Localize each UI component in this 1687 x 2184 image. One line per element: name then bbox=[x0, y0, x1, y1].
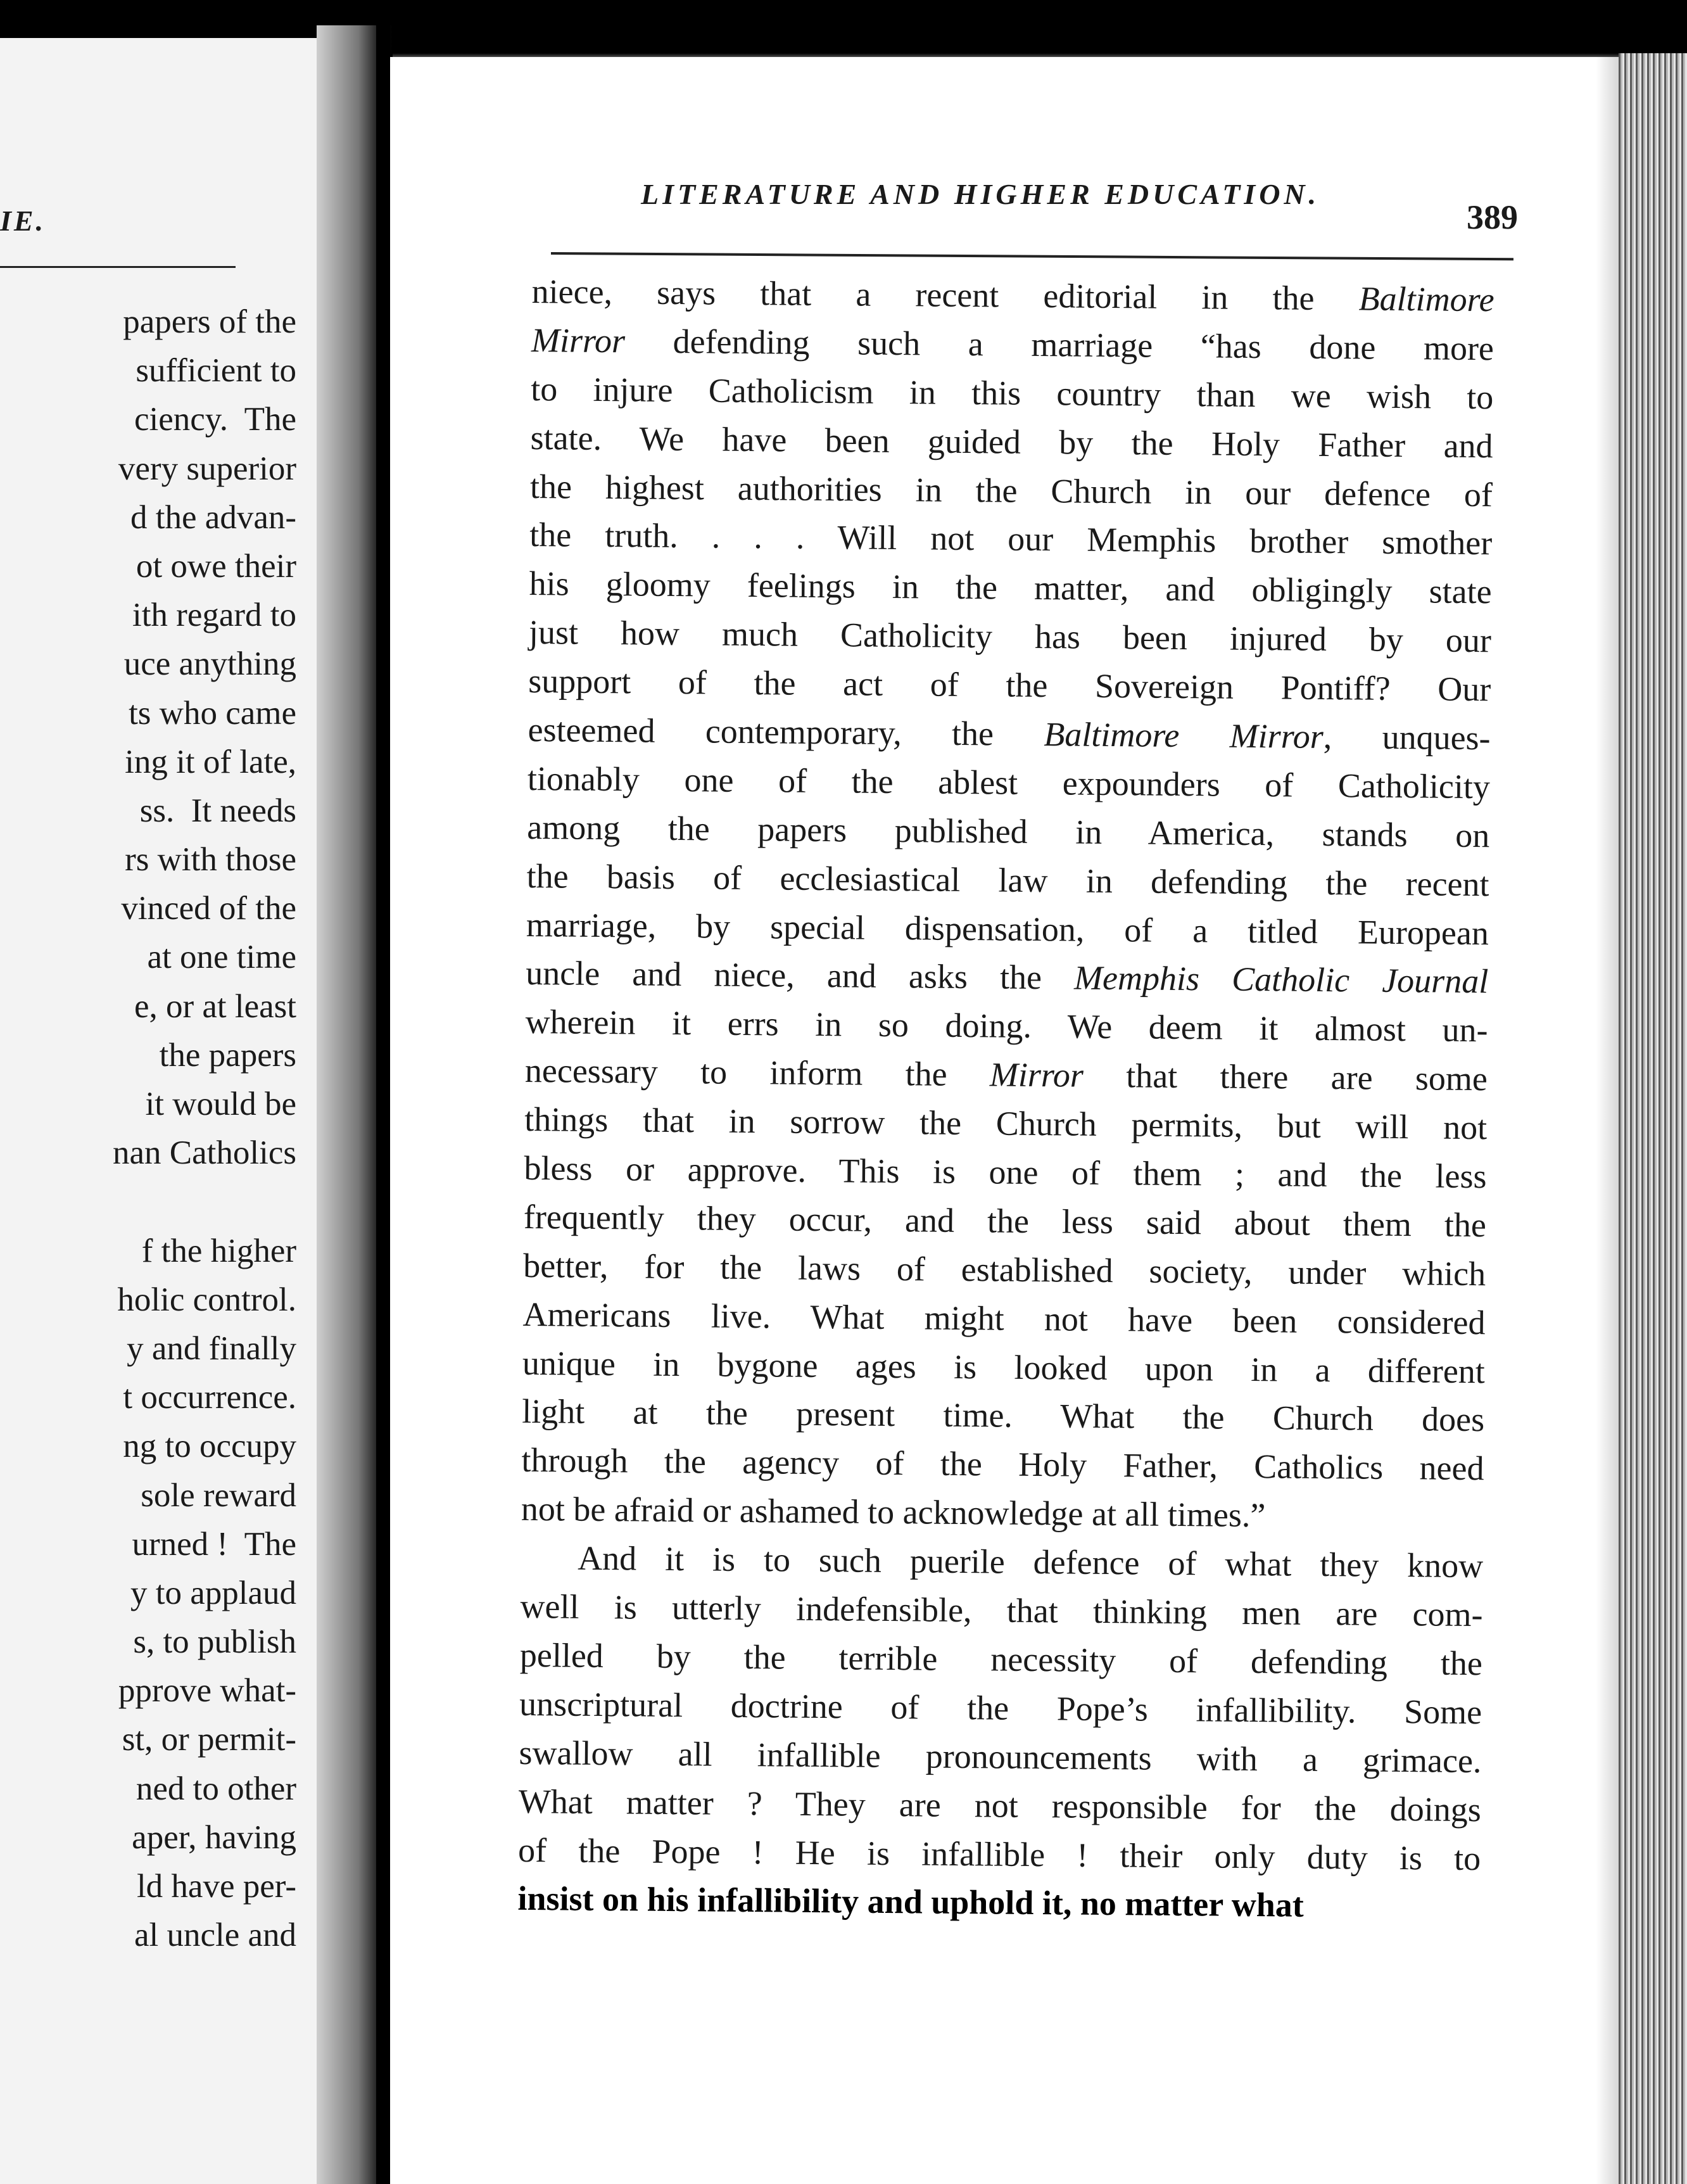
text-line: insist on his infallibility and uphold it, no matter what bbox=[517, 1879, 1305, 1925]
page-number: 389 bbox=[1467, 198, 1518, 236]
text-line: of the Pope ! He is infallible ! their only duty is to bbox=[517, 1831, 1481, 1877]
text-line: support of the act of the Sovereign Pontiff? Our bbox=[528, 662, 1491, 709]
left-text-line: ng to occupy bbox=[123, 1428, 296, 1465]
text-line: the truth. . . . Will not our Memphis brother smother bbox=[529, 516, 1493, 562]
left-text-line: ned to other bbox=[136, 1770, 296, 1807]
left-text-line: ot owe their bbox=[136, 547, 296, 585]
text-line: Mirror defending such a marriage “has done more bbox=[531, 321, 1494, 368]
text-line: the basis of ecclesiastical law in defending the recent bbox=[526, 856, 1489, 903]
left-text-line: ith regard to bbox=[132, 597, 296, 634]
text-line: And it is to such puerile defence of what they know bbox=[577, 1539, 1484, 1585]
text-line: not be afraid or ashamed to acknowledge at all times.” bbox=[521, 1490, 1266, 1535]
left-text-line: very superior bbox=[118, 450, 296, 487]
text-line: tionably one of the ablest expounders of Catholicity bbox=[527, 759, 1491, 806]
text-line: uncle and niece, and asks the Memphis Catholic Journal bbox=[526, 954, 1489, 1001]
page-edge-shadow bbox=[1596, 53, 1621, 2184]
text-line: just how much Catholicity has been injured by our bbox=[528, 613, 1492, 660]
left-text-line: it would be bbox=[145, 1086, 296, 1122]
left-text-line: y and finally bbox=[127, 1330, 296, 1367]
book-spine bbox=[376, 25, 390, 2184]
left-text-line: ld have per- bbox=[136, 1868, 296, 1905]
text-line: wherein it errs in so doing. We deem it almost un- bbox=[525, 1003, 1488, 1050]
text-line: bless or approve. This is one of them ; and the less bbox=[524, 1148, 1487, 1196]
left-text-line: sole reward bbox=[141, 1476, 296, 1514]
left-text-line: holic control. bbox=[117, 1281, 296, 1318]
left-text-line: pprove what- bbox=[118, 1672, 296, 1710]
text-line: among the papers published in America, stands on bbox=[527, 808, 1490, 855]
text-line: light at the present time. What the Church does bbox=[521, 1392, 1485, 1439]
left-text-line: uce anything bbox=[123, 645, 296, 683]
text-line: necessary to inform the Mirror that there are some bbox=[524, 1051, 1488, 1098]
running-head: LITERATURE AND HIGHER EDUCATION. bbox=[641, 178, 1320, 210]
left-running-head: IE. bbox=[0, 205, 46, 237]
text-line: marriage, by special dispensation, of a titled European bbox=[526, 905, 1489, 952]
text-line: through the agency of the Holy Father, Catholics need bbox=[521, 1441, 1484, 1488]
left-text-line: papers of the bbox=[123, 303, 296, 340]
left-header-rule bbox=[0, 266, 236, 268]
left-text-line: sufficient to bbox=[136, 352, 296, 390]
text-line: to injure Catholicism in this country than we wish to bbox=[531, 369, 1494, 417]
text-line: unique in bygone ages is looked upon in a different bbox=[522, 1343, 1486, 1390]
text-line: pelled by the terrible necessity of defending the bbox=[519, 1635, 1483, 1683]
body-text bbox=[517, 267, 1494, 1931]
left-text-line: al uncle and bbox=[134, 1917, 296, 1954]
page-edges bbox=[1619, 53, 1687, 2184]
left-text-line: ss. It needs bbox=[139, 792, 296, 829]
text-line: Americans live. What might not have been considered bbox=[522, 1295, 1486, 1342]
text-line: swallow all infallible pronouncements with a grimace. bbox=[519, 1733, 1482, 1780]
text-line: niece, says that a recent editorial in the Baltimore bbox=[531, 272, 1494, 319]
left-text-line: d the advan- bbox=[130, 498, 296, 536]
text-line: his gloomy feelings in the matter, and obligingly state bbox=[529, 564, 1492, 611]
left-text-line: rs with those bbox=[125, 841, 296, 879]
text-line: better, for the laws of established society, under which bbox=[522, 1246, 1486, 1293]
left-text-line: at one time bbox=[147, 939, 296, 976]
left-text-line: aper, having bbox=[132, 1819, 296, 1856]
left-text-line: t occurrence. bbox=[123, 1379, 296, 1416]
left-text-line: ciency. The bbox=[134, 401, 296, 438]
left-text-line: the papers bbox=[159, 1036, 296, 1074]
text-line: things that in sorrow the Church permits, but will not bbox=[524, 1100, 1488, 1147]
left-text-line: e, or at least bbox=[134, 987, 296, 1025]
text-line: What matter ? They are not responsible for the doings bbox=[518, 1782, 1482, 1829]
left-text-line: ts who came bbox=[129, 694, 296, 732]
left-text-line: s, to publish bbox=[133, 1623, 296, 1661]
text-line: unscriptural doctrine of the Pope’s infallibility. Some bbox=[519, 1684, 1482, 1732]
text-line: the highest authorities in the Church in our defence of bbox=[529, 467, 1493, 514]
left-text-line: st, or permit- bbox=[122, 1721, 296, 1758]
left-page-text bbox=[113, 298, 296, 1960]
text-line: esteemed contemporary, the Baltimore Mirror, unques- bbox=[528, 710, 1491, 758]
text-line: well is utterly indefensible, that thinking men are com- bbox=[520, 1587, 1483, 1634]
left-text-line: f the higher bbox=[141, 1232, 296, 1269]
left-text-line: vinced of the bbox=[121, 890, 296, 927]
text-line: frequently they occur, and the less said about them the bbox=[523, 1197, 1487, 1245]
left-text-line: y to applaud bbox=[130, 1574, 296, 1611]
left-text-line bbox=[113, 1178, 296, 1226]
left-text-line: urned ! The bbox=[132, 1525, 296, 1563]
left-text-line: nan Catholics bbox=[113, 1134, 296, 1172]
left-text-line: ing it of late, bbox=[125, 743, 296, 780]
text-line: state. We have been guided by the Holy Father and bbox=[530, 418, 1493, 465]
